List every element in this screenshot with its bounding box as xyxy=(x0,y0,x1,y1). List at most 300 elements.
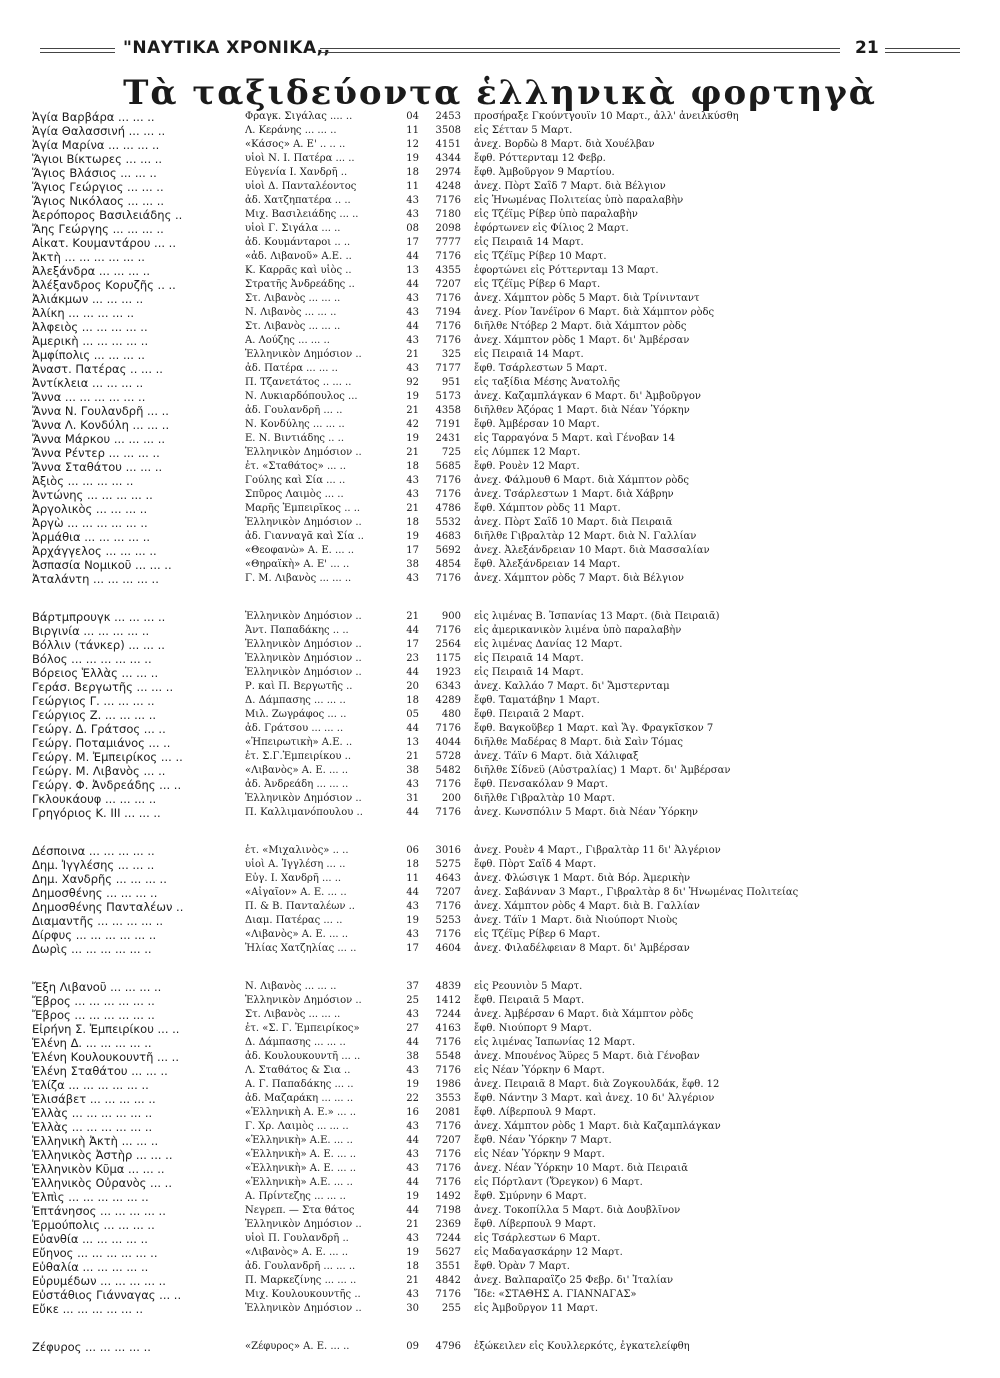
table-row xyxy=(32,1050,972,1064)
table-row xyxy=(32,708,972,722)
tonnage: 7177 xyxy=(435,363,461,374)
year: 43 xyxy=(406,307,419,318)
year: 17 xyxy=(406,943,419,954)
ship-name: Ἑλληνικὸς Ἀστὴρ ... ... .. xyxy=(32,1148,173,1162)
ship-name: Εἰρήνη Σ. Ἐμπειρίκου ... .. xyxy=(32,1022,180,1036)
ship-name: Ἀταλάντη ... ... ... ... .. xyxy=(32,572,159,586)
year: 43 xyxy=(406,1233,419,1244)
table-row xyxy=(32,222,972,236)
owner: Μιχ. Βασιλειάδης ... .. xyxy=(245,209,359,220)
table-row xyxy=(32,858,972,872)
voyage-status: ἔφθ. Πειραιᾶ 5 Μαρτ. xyxy=(474,995,585,1006)
table-row xyxy=(32,872,972,886)
table-row xyxy=(32,152,972,166)
year: 43 xyxy=(406,363,419,374)
ship-name: Ἀντώνης ... ... ... ... .. xyxy=(32,488,153,502)
tonnage: 4839 xyxy=(435,981,461,992)
year: 21 xyxy=(406,611,419,622)
tonnage: 4604 xyxy=(435,943,461,954)
owner: «Αἰγαῖον» Α. Ε. ... .. xyxy=(245,887,347,898)
voyage-status: ἀνεχ. Καλλάο 7 Μαρτ. δι' Ἄμστερνταμ xyxy=(474,681,670,692)
ship-name: Ἀλφειὸς ... ... ... ... .. xyxy=(32,320,148,334)
table-row xyxy=(32,1162,972,1176)
voyage-status: διῆλθεν Ἀζόρας 1 Μαρτ. διὰ Νέαν Ὑόρκην xyxy=(474,405,690,416)
ship-name: Ἐπτάνησος ... ... ... ... .. xyxy=(32,1204,166,1218)
ship-name: Γεώργιος Ζ. ... ... ... .. xyxy=(32,708,157,722)
owner: ἀδ. Πατέρα ... ... .. xyxy=(245,363,338,374)
owner: Α. Γ. Παπαδάκης ... .. xyxy=(245,1079,354,1090)
tonnage: 1492 xyxy=(435,1191,461,1202)
table-row xyxy=(32,474,972,488)
year: 43 xyxy=(406,1163,419,1174)
year: 44 xyxy=(406,887,419,898)
tonnage: 5728 xyxy=(435,751,461,762)
voyage-status: ἔφθ. Ἀλεξάνδρειαν 14 Μαρτ. xyxy=(474,559,621,570)
ship-name: Ἐλισάβετ ... ... ... ... .. xyxy=(32,1092,156,1106)
voyage-status: ἀνεχ. Πειραιᾶ 8 Μαρτ. διὰ Ζογκουλδάκ, ἔφθ. 12 xyxy=(474,1079,720,1090)
tonnage: 4358 xyxy=(435,405,461,416)
table-row xyxy=(32,1274,972,1288)
table-row xyxy=(32,180,972,194)
voyage-status: ἔφθ. Πενσακόλαν 9 Μαρτ. xyxy=(474,779,609,790)
year: 43 xyxy=(406,209,419,220)
year: 13 xyxy=(406,737,419,748)
owner: Ν. Λιβανὸς ... ... .. xyxy=(245,307,337,318)
tonnage: 2564 xyxy=(435,639,461,650)
year: 18 xyxy=(406,461,419,472)
owner: Διαμ. Πατέρας ... .. xyxy=(245,915,343,926)
table-row xyxy=(32,1204,972,1218)
voyage-status: ἔφθ. Λίβερπουλ 9 Μαρτ. xyxy=(474,1107,597,1118)
voyage-status: ἔφθ. Νάντην 3 Μαρτ. καὶ ἀνεχ. 10 δι' Ἀλγέριον xyxy=(474,1093,715,1104)
ship-name: Ἅγιος Νικόλαος ... ... .. xyxy=(32,194,165,208)
year: 44 xyxy=(406,251,419,262)
year: 44 xyxy=(406,667,419,678)
page-number: 21 xyxy=(855,38,879,58)
voyage-status: ἀνεχ. Σαβάνναν 3 Μαρτ., Γιβραλτὰρ 8 δι' Ἡνωμένας Πολιτείας xyxy=(474,887,799,898)
tonnage: 2431 xyxy=(435,433,461,444)
table-row xyxy=(32,1246,972,1260)
year: 44 xyxy=(406,1037,419,1048)
ship-name: Ἀλέξανδρος Κορυζῆς .. .. xyxy=(32,278,176,292)
voyage-status: ἀνεχ. Φλώσιγκ 1 Μαρτ. διὰ Βόρ. Ἀμερικὴν xyxy=(474,873,691,884)
voyage-status: ἔφθ. Λίβερπουλ 9 Μαρτ. xyxy=(474,1219,597,1230)
voyage-status: ἀνεχ. Ἀμβέρσαν 6 Μαρτ. διὰ Χάμπτον ρὸδς xyxy=(474,1009,694,1020)
header-rule-right-2 xyxy=(885,52,960,53)
table-row xyxy=(32,306,972,320)
owner: ἀδ. Χατζηπατέρα .. .. xyxy=(245,195,351,206)
tonnage: 4786 xyxy=(435,503,461,514)
ship-name: Γεώργιος Γ. ... ... ... .. xyxy=(32,694,155,708)
tonnage: 255 xyxy=(441,1303,461,1314)
year: 25 xyxy=(406,995,419,1006)
table-row xyxy=(32,914,972,928)
owner: ἐτ. «Σταθάτος» ... .. xyxy=(245,461,347,472)
table-row xyxy=(32,404,972,418)
tonnage: 7176 xyxy=(435,929,461,940)
owner: Α. Λούζης ... ... .. xyxy=(245,335,330,346)
owner: «Ἑλληνικὴ» Α. Ε. ... .. xyxy=(245,1149,357,1160)
ship-name: Ἄννα Ρέντερ ... ... ... .. xyxy=(32,446,160,460)
ship-name: Ἀλίκη ... ... ... ... .. xyxy=(32,306,135,320)
tonnage: 3553 xyxy=(435,1093,461,1104)
header-rule-left xyxy=(40,48,115,49)
voyage-status: εἰς Πόρτλαντ (Ὄρεγκον) 6 Μαρτ. xyxy=(474,1177,643,1188)
page-header xyxy=(40,38,960,62)
owner: ἀδ. Γουλανδρῆ ... .. xyxy=(245,405,343,416)
voyage-status: ἐφόρτωνεν εἰς Φίλιος 2 Μαρτ. xyxy=(474,223,629,234)
voyage-status: εἰς Πειραιᾶ 14 Μαρτ. xyxy=(474,349,584,360)
year: 17 xyxy=(406,545,419,556)
ship-name: Ἀρχάγγελος ... ... ... .. xyxy=(32,544,157,558)
table-row xyxy=(32,722,972,736)
year: 43 xyxy=(406,293,419,304)
voyage-status: ἀνεχ. Κωνσπόλιν 5 Μαρτ. διὰ Νέαν Ὑόρκην xyxy=(474,807,698,818)
year: 44 xyxy=(406,1205,419,1216)
ship-name: Γεώργ. Μ. Ἐμπειρίκος ... .. xyxy=(32,750,183,764)
voyage-status: ἔφθ. Χάμπτον ρὸδς 11 Μαρτ. xyxy=(474,503,621,514)
tonnage: 4854 xyxy=(435,559,461,570)
voyage-status: ἔφθ. Ὀρὰν 7 Μαρτ. xyxy=(474,1261,570,1272)
ship-name: Ἀντίκλεια ... ... ... .. xyxy=(32,376,144,390)
voyage-status: ἀνεχ. Βορδὼ 8 Μαρτ. διὰ Χουέλβαν xyxy=(474,139,655,150)
table-row xyxy=(32,844,972,858)
owner: Κ. Καρρᾶς καὶ υἱὸς .. xyxy=(245,265,352,276)
table-row xyxy=(32,446,972,460)
year: 38 xyxy=(406,1051,419,1062)
owner: ἀδ. Γιανναγᾶ καὶ Σία .. xyxy=(245,531,364,542)
tonnage: 7176 xyxy=(435,475,461,486)
year: 17 xyxy=(406,237,419,248)
table-row xyxy=(32,502,972,516)
year: 37 xyxy=(406,981,419,992)
year: 11 xyxy=(406,873,419,884)
table-row xyxy=(32,1092,972,1106)
voyage-status: διῆλθε Γιβραλτὰρ 10 Μαρτ. xyxy=(474,793,616,804)
tonnage: 5685 xyxy=(435,461,461,472)
tonnage: 4044 xyxy=(435,737,461,748)
owner: «Ἑλληνικὴ» Α.Ε. ... .. xyxy=(245,1177,353,1188)
voyage-status: εἰς Σέτταν 5 Μαρτ. xyxy=(474,125,573,136)
owner: Στ. Λιβανὸς ... ... .. xyxy=(245,293,341,304)
table-row xyxy=(32,418,972,432)
tonnage: 2974 xyxy=(435,167,461,178)
voyage-status: ἔφθ. Σμύρνην 6 Μαρτ. xyxy=(474,1191,587,1202)
table-row xyxy=(32,278,972,292)
table-row xyxy=(32,208,972,222)
table-row xyxy=(32,1078,972,1092)
voyage-status: εἰς Πειραιᾶ 14 Μαρτ. xyxy=(474,653,584,664)
tonnage: 7176 xyxy=(435,1037,461,1048)
ship-name: Ἀλιάκμων ... ... ... .. xyxy=(32,292,144,306)
year: 21 xyxy=(406,1275,419,1286)
voyage-status: εἰς Τζέϊμς Ρίβερ ὑπὸ παραλαβὴν xyxy=(474,209,638,220)
ship-name: Γεώργ. Δ. Γράτσος ... .. xyxy=(32,722,166,736)
tonnage: 7176 xyxy=(435,723,461,734)
owner: Λ. Κεράνης ... ... .. xyxy=(245,125,337,136)
owner: Ἑλληνικὸν Δημόσιον .. xyxy=(245,611,362,622)
owner: Στ. Λιβανὸς ... ... .. xyxy=(245,321,341,332)
tonnage: 325 xyxy=(441,349,461,360)
owner: Ν. Λυκιαρδόπουλος ... xyxy=(245,391,358,402)
ship-name: Δίρφυς ... ... ... ... ... .. xyxy=(32,928,157,942)
table-row xyxy=(32,610,972,624)
table-row xyxy=(32,572,972,586)
table-row xyxy=(32,348,972,362)
year: 05 xyxy=(406,709,419,720)
owner: ἐτ. «Σ. Γ. Ἐμπειρίκος» xyxy=(245,1023,360,1034)
voyage-status: διῆλθε Σίδνεϋ (Αὐστραλίας) 1 Μαρτ. δι' Ἀμβέρσαν xyxy=(474,765,731,776)
ship-name: Βόρειος Ἑλλὰς ... ... .. xyxy=(32,666,159,680)
tonnage: 725 xyxy=(441,447,461,458)
owner: Π. Καλλιμανόπουλου .. xyxy=(245,807,363,818)
table-row xyxy=(32,624,972,638)
year: 44 xyxy=(406,1135,419,1146)
owner: Γούλης καὶ Σία ... .. xyxy=(245,475,346,486)
owner: Δ. Δάμπασης ... ... .. xyxy=(245,1037,346,1048)
year: 11 xyxy=(406,181,419,192)
voyage-status: ἔφθ. Ρόττερνταμ 12 Φεβρ. xyxy=(474,153,606,164)
ship-group xyxy=(32,110,972,586)
owner: υἱοὶ Π. Γουλανδρῆ .. xyxy=(245,1233,349,1244)
tonnage: 7176 xyxy=(435,251,461,262)
year: 09 xyxy=(406,1341,419,1352)
tonnage: 4796 xyxy=(435,1341,461,1352)
tonnage: 7176 xyxy=(435,335,461,346)
year: 42 xyxy=(406,419,419,430)
ship-name: Ἀσπασία Νομικοῦ ... ... .. xyxy=(32,558,172,572)
year: 18 xyxy=(406,859,419,870)
owner: Λ. Σταθάτος & Σια .. xyxy=(245,1065,351,1076)
year: 18 xyxy=(406,695,419,706)
year: 44 xyxy=(406,723,419,734)
header-rule-middle xyxy=(320,48,840,49)
year: 31 xyxy=(406,793,419,804)
owner: Ρ. καὶ Π. Βεργωτῆς .. xyxy=(245,681,353,692)
year: 11 xyxy=(406,125,419,136)
year: 18 xyxy=(406,1261,419,1272)
owner: Γ. Χρ. Λαιμὸς ... ... .. xyxy=(245,1121,349,1132)
ship-name: Ἀξιὸς ... ... ... ... .. xyxy=(32,474,134,488)
tonnage: 3016 xyxy=(435,845,461,856)
ship-name: Ἐλπὶς ... ... ... ... ... .. xyxy=(32,1190,149,1204)
ship-name: Βάρτμπρουγκ ... ... ... .. xyxy=(32,610,166,624)
year: 43 xyxy=(406,1009,419,1020)
table-row xyxy=(32,994,972,1008)
ship-name: Ἀργὼ ... ... ... ... ... .. xyxy=(32,516,148,530)
year: 04 xyxy=(406,111,419,122)
table-row xyxy=(32,652,972,666)
year: 43 xyxy=(406,929,419,940)
ship-group xyxy=(32,610,972,820)
voyage-status: εἰς Πειραιᾶ 14 Μαρτ. xyxy=(474,237,584,248)
ship-name: Αἰκατ. Κουμαντάρου ... .. xyxy=(32,236,176,250)
year: 43 xyxy=(406,1065,419,1076)
ship-name: Βόλλιν (τάνκερ) ... ... .. xyxy=(32,638,165,652)
owner: «Κάσος» Α. Ε' .. .. .. xyxy=(245,139,346,150)
table-row xyxy=(32,320,972,334)
ship-name: Ἔβρος ... ... ... ... ... .. xyxy=(32,1008,155,1022)
tonnage: 2369 xyxy=(435,1219,461,1230)
year: 19 xyxy=(406,915,419,926)
tonnage: 1986 xyxy=(435,1079,461,1090)
ship-name: Δημ. Χανδρῆς ... ... ... .. xyxy=(32,872,167,886)
owner: «Θεοφανὼ» Α. Ε. ... .. xyxy=(245,545,355,556)
year: 21 xyxy=(406,447,419,458)
voyage-status: εἰς λιμένας Β. Ἰσπανίας 13 Μαρτ. (διὰ Πειραιᾶ) xyxy=(474,611,720,622)
year: 21 xyxy=(406,349,419,360)
table-row xyxy=(32,138,972,152)
tonnage: 7176 xyxy=(435,489,461,500)
owner: Εὐγενία Ι. Χανδρῆ .. xyxy=(245,167,348,178)
ship-name: Ἄννα Σταθάτου ... ... .. xyxy=(32,460,163,474)
table-row xyxy=(32,1064,972,1078)
ship-name: Γεράσ. Βεργωτῆς ... ... .. xyxy=(32,680,174,694)
voyage-status: ἔφθ. Νέαν Ὑόρκην 7 Μαρτ. xyxy=(474,1135,612,1146)
voyage-status: ἀνεχ. Πὸρτ Σαΐδ 10 Μαρτ. διὰ Πειραιᾶ xyxy=(474,517,673,528)
ship-name: Ἀμφίπολις ... ... ... .. xyxy=(32,348,145,362)
tonnage: 1175 xyxy=(435,653,461,664)
voyage-status: Ἴδε: «ΣΤΑΘΗΣ Α. ΓΙΑΝΝΑΓΑΣ» xyxy=(474,1289,637,1300)
ship-name: Ἑλένη Κουλουκουντῆ ... .. xyxy=(32,1050,179,1064)
owner: Ἀντ. Παπαδάκης .. .. xyxy=(245,625,349,636)
table-row xyxy=(32,1022,972,1036)
table-row xyxy=(32,460,972,474)
table-row xyxy=(32,544,972,558)
year: 38 xyxy=(406,559,419,570)
table-row xyxy=(32,1106,972,1120)
tonnage: 7176 xyxy=(435,1149,461,1160)
voyage-status: ἔφθ. Ἀμβοῦργον 9 Μαρτίου. xyxy=(474,167,615,178)
year: 17 xyxy=(406,639,419,650)
tonnage: 7176 xyxy=(435,293,461,304)
tonnage: 7191 xyxy=(435,419,461,430)
tonnage: 7176 xyxy=(435,1177,461,1188)
ship-name: Ἀκτὴ ... ... ... ... ... .. xyxy=(32,250,145,264)
owner: Π. Μαρκεζίνης ... ... .. xyxy=(245,1275,357,1286)
tonnage: 4289 xyxy=(435,695,461,706)
ship-group xyxy=(32,844,972,956)
year: 21 xyxy=(406,751,419,762)
voyage-status: ἀνεχ. Μπουένος Ἄϋρες 5 Μαρτ. διὰ Γένοβαν xyxy=(474,1051,700,1062)
tonnage: 6343 xyxy=(435,681,461,692)
ship-name: Ἑλένη Σταθάτου ... ... .. xyxy=(32,1064,168,1078)
tonnage: 4248 xyxy=(435,181,461,192)
ship-name: Δημ. Ἰγγλέσης ... ... .. xyxy=(32,858,155,872)
tonnage: 7176 xyxy=(435,195,461,206)
owner: Γ. Μ. Λιβανὸς ... ... .. xyxy=(245,573,352,584)
tonnage: 7180 xyxy=(435,209,461,220)
table-row xyxy=(32,516,972,530)
owner: Ἑλληνικὸν Δημόσιον .. xyxy=(245,349,362,360)
owner: Ἑλληνικὸν Δημόσιον .. xyxy=(245,793,362,804)
voyage-status: εἰς Τζέϊμς Ρίβερ 6 Μαρτ. xyxy=(474,279,601,290)
table-row xyxy=(32,166,972,180)
tonnage: 200 xyxy=(441,793,461,804)
table-row xyxy=(32,900,972,914)
header-rule-left-2 xyxy=(40,52,115,53)
voyage-status: εἰς λιμένας Δανίας 12 Μαρτ. xyxy=(474,639,623,650)
year: 43 xyxy=(406,1149,419,1160)
owner: Φραγκ. Σιγάλας .... .. xyxy=(245,111,353,122)
tonnage: 951 xyxy=(441,377,461,388)
voyage-status: ἀνεχ. Τάϊν 1 Μαρτ. διὰ Νιούπορτ Νιοὺς xyxy=(474,915,678,926)
ship-name: Ἁρμάθια ... ... ... ... .. xyxy=(32,530,151,544)
voyage-status: εἰς Νέαν Ὑόρκην 6 Μαρτ. xyxy=(474,1065,605,1076)
table-row xyxy=(32,432,972,446)
table-row xyxy=(32,638,972,652)
voyage-status: διῆλθε Ντόβερ 2 Μαρτ. διὰ Χάμπτον ρὸδς xyxy=(474,321,687,332)
owner: ἀδ. Κουμάνταροι .. .. xyxy=(245,237,351,248)
owner: «ἀδ. Λιβανοῦ» Α.Ε. .. xyxy=(245,251,352,262)
ship-name: Ἑλένη Δ. ... ... ... ... .. xyxy=(32,1036,152,1050)
tonnage: 7244 xyxy=(435,1009,461,1020)
owner: «Ἑλληνικὴ Α. Ε.» ... .. xyxy=(245,1107,357,1118)
table-row xyxy=(32,530,972,544)
ship-name: Ἔξη Λιβανοῦ ... ... ... .. xyxy=(32,980,162,994)
voyage-status: ἀνεχ. Χάμπτον ρὸδς 4 Μαρτ. διὰ Β. Γαλλίαν xyxy=(474,901,700,912)
ship-name: Ἁγία Βαρβάρα ... ... .. xyxy=(32,110,155,124)
tonnage: 7176 xyxy=(435,807,461,818)
voyage-status: προσήραξε Γκούντγουϊν 10 Μαρτ., ἀλλ' ἀνειλκύσθη xyxy=(474,111,739,122)
owner: Ἑλληνικὸν Δημόσιον .. xyxy=(245,667,362,678)
ship-name: Ἐλίζα ... ... ... ... ... .. xyxy=(32,1078,149,1092)
tonnage: 4643 xyxy=(435,873,461,884)
owner: ἀδ. Γράτσου ... ... .. xyxy=(245,723,344,734)
tonnage: 3508 xyxy=(435,125,461,136)
voyage-status: ἐφορτώνει εἰς Ρόττερνταμ 13 Μαρτ. xyxy=(474,265,659,276)
year: 43 xyxy=(406,475,419,486)
voyage-status: ἀνεχ. Ἀλεξάνδρειαν 10 Μαρτ. διὰ Μασσαλίαν xyxy=(474,545,710,556)
table-row xyxy=(32,792,972,806)
tonnage: 4683 xyxy=(435,531,461,542)
voyage-status: ἀνεχ. Χάμπτον ρὸδς 1 Μαρτ. διὰ Καζαμπλάγκαν xyxy=(474,1121,721,1132)
table-row xyxy=(32,1232,972,1246)
tonnage: 480 xyxy=(441,709,461,720)
voyage-status: εἰς λιμένας Ἰαπωνίας 12 Μαρτ. xyxy=(474,1037,636,1048)
ship-name: Ἅγιος Βλάσιος ... ... .. xyxy=(32,166,157,180)
ship-name: Ἀναστ. Πατέρας .. ... .. xyxy=(32,362,163,376)
tonnage: 7207 xyxy=(435,1135,461,1146)
owner: Ν. Λιβανὸς ... ... .. xyxy=(245,981,337,992)
voyage-status: ἔφθ. Ἀμβέρσαν 10 Μαρτ. xyxy=(474,419,600,430)
tonnage: 7176 xyxy=(435,1065,461,1076)
tonnage: 1923 xyxy=(435,667,461,678)
ship-name: Βόλος ... ... ... ... ... .. xyxy=(32,652,152,666)
year: 19 xyxy=(406,391,419,402)
ship-name: Εὐανθία ... ... ... ... .. xyxy=(32,1232,148,1246)
year: 19 xyxy=(406,1079,419,1090)
voyage-status: εἰς Πειραιᾶ 14 Μαρτ. xyxy=(474,667,584,678)
ship-name: Ἀερόπορος Βασιλειάδης .. xyxy=(32,208,183,222)
table-row xyxy=(32,886,972,900)
voyage-status: ἀνεχ. Φιλαδέλφειαν 8 Μαρτ. δι' Ἀμβέρσαν xyxy=(474,943,690,954)
table-row xyxy=(32,194,972,208)
owner: Ἑλληνικὸν Δημόσιον .. xyxy=(245,653,362,664)
year: 38 xyxy=(406,765,419,776)
year: 44 xyxy=(406,279,419,290)
ship-name: Γεώργ. Ποταμιάνος ... .. xyxy=(32,736,171,750)
tonnage: 7194 xyxy=(435,307,461,318)
owner: Ἑλληνικὸν Δημόσιον .. xyxy=(245,1219,362,1230)
voyage-status: εἰς Τζέϊμς Ρίβερ 6 Μαρτ. xyxy=(474,929,601,940)
year: 43 xyxy=(406,573,419,584)
year: 12 xyxy=(406,139,419,150)
owner: Σπῦρος Λαιμὸς ... .. xyxy=(245,489,344,500)
table-row xyxy=(32,1148,972,1162)
ship-name: Ἄννα Ν. Γουλανδρῆ ... .. xyxy=(32,404,169,418)
year: 19 xyxy=(406,1191,419,1202)
